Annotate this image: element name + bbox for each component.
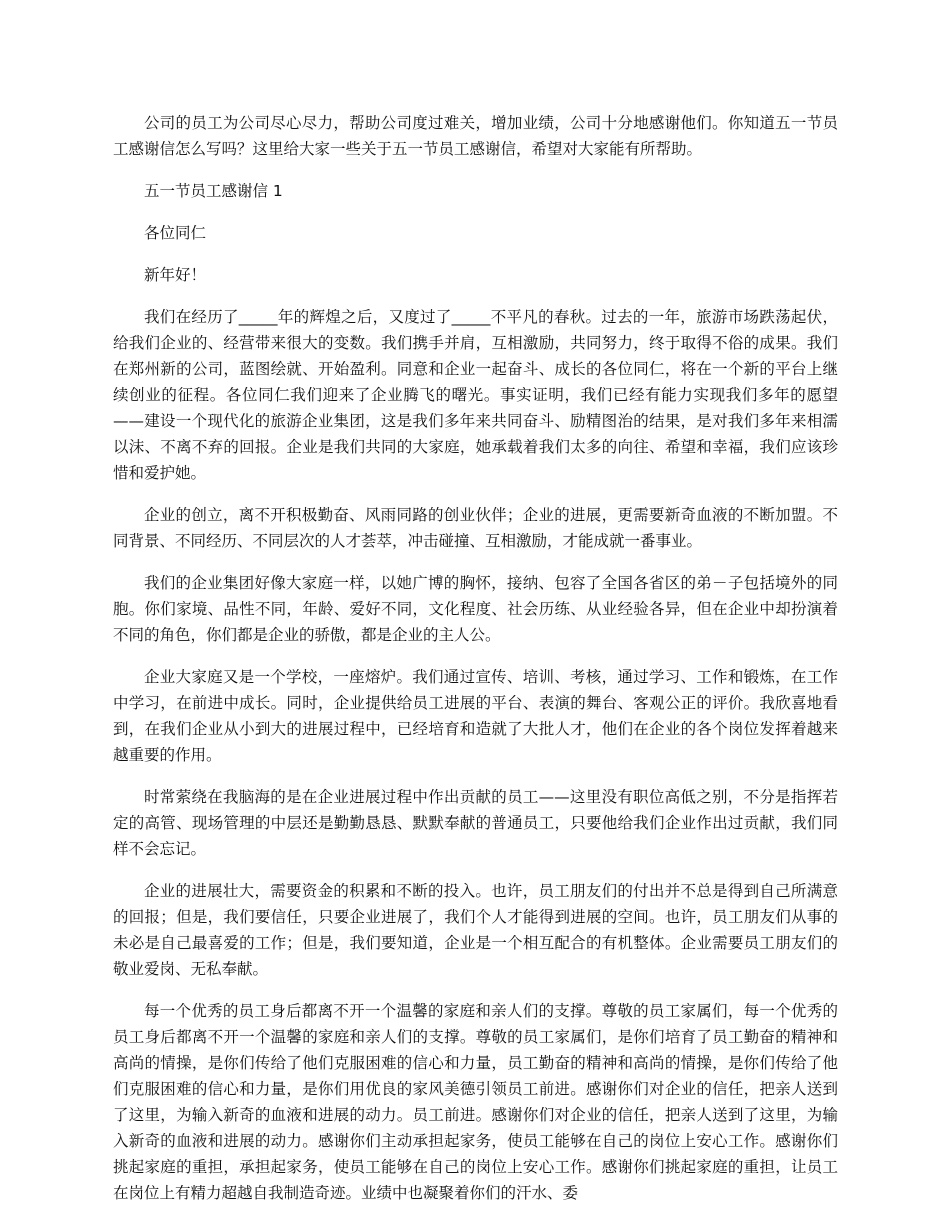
salutation: 各位同仁 [144,224,207,242]
intro-paragraph: 公司的员工为公司尽心尽力，帮助公司度过难关，增加业绩，公司十分地感谢他们。你知道五一节员工感谢信怎么写吗？这里给大家一些关于五一节员工感谢信，希望对大家能有所帮助。 [113,114,838,158]
body-paragraph-6: 企业的进展壮大，需要资金的积累和不断的投入。也许，员工朋友们的付出并不总是得到自己所满意的回报；但是，我们要信任，只要企业进展了，我们个人才能得到进展的空间。也许，员工朋友们从事的未必是自己最喜爱的工作；但是，我们要知道，企业是一个相互配合的有机整体。企业需要员工朋友们的敬业爱岗、无私奉献。 [113,882,838,978]
greeting: 新年好！ [144,266,207,284]
body-paragraph-2: 企业的创立，离不开积极勤奋、风雨同路的创业伙伴；企业的进展，更需要新奇血液的不断加盟。不同背景、不同经历、不同层次的人才荟萃，冲击碰撞、互相激励，才能成就一番事业。 [113,506,838,550]
body-paragraph-7: 每一个优秀的员工身后都离不开一个温馨的家庭和亲人们的支撑。尊敬的员工家属们，每一个优秀的员工身后都离不开一个温馨的家庭和亲人们的支撑。尊敬的员工家属们，是你们培育了员工勤奋的精神和高尚的情操，是你们传给了他们克服困难的信心和力量，员工勤奋的精神和高尚的情操，是你们传给了他们克服困难的信心和力量，是你们用优良的家风美德引领员工前进。感谢你们对企业的信任，把亲人送到了这里，为输入新奇的血液和进展的动力。员工前进。感谢你们对企业的信任，把亲人送到了这里，为输入新奇的血液和进展的动力。感谢你们主动承担起家务，使员工能够在自己的岗位上安心工作。感谢你们挑起家庭的重担，承担起家务，使员工能够在自己的岗位上安心工作。感谢你们挑起家庭的重担，让员工在岗位上有精力超越自我制造奇迹。业绩中也凝聚着你们的汗水、委 [113,1002,838,1202]
body-paragraph-4: 企业大家庭又是一个学校，一座熔炉。我们通过宣传、培训、考核，通过学习、工作和锻炼，在工作中学习，在前进中成长。同时，企业提供给员工进展的平台、表演的舞台、客观公正的评价。我欣喜地看到，在我们企业从小到大的进展过程中，已经培育和造就了大批人才，他们在企业的各个岗位发挥着越来越重要的作用。 [113,668,838,764]
letter-title: 五一节员工感谢信 1 [144,182,283,200]
document-page [113,110,838,1222]
body-paragraph-5: 时常萦绕在我脑海的是在企业进展过程中作出贡献的员工——这里没有职位高低之别，不分是指挥若定的高管、现场管理的中层还是勤勤恳恳、默默奉献的普通员工，只要他给我们企业作出过贡献，我们同样不会忘记。 [113,788,838,858]
body-paragraph-3: 我们的企业集团好像大家庭一样，以她广博的胸怀，接纳、包容了全国各省区的弟－子包括境外的同胞。你们家境、品性不同，年龄、爱好不同，文化程度、社会历练、从业经验各异，但在企业中却扮演着不同的角色，你们都是企业的骄傲，都是企业的主人公。 [113,574,838,644]
body-paragraph-1: 我们在经历了_____年的辉煌之后，又度过了_____不平凡的春秋。过去的一年，旅游市场跌荡起伏，给我们企业的、经营带来很大的变数。我们携手并肩，互相激励，共同努力，终于取得不俗的成果。我们在郑州新的公司，蓝图绘就、开始盈利。同意和企业一起奋斗、成长的各位同仁，将在一个新的平台上继续创业的征程。各位同仁我们迎来了企业腾飞的曙光。事实证明，我们已经有能力实现我们多年的愿望——建设一个现代化的旅游企业集团，这是我们多年来共同奋斗、励精图治的结果，是对我们多年来相濡以沫、不离不弃的回报。企业是我们共同的大家庭，她承载着我们太多的向往、希望和幸福，我们应该珍惜和爱护她。 [113,308,838,482]
